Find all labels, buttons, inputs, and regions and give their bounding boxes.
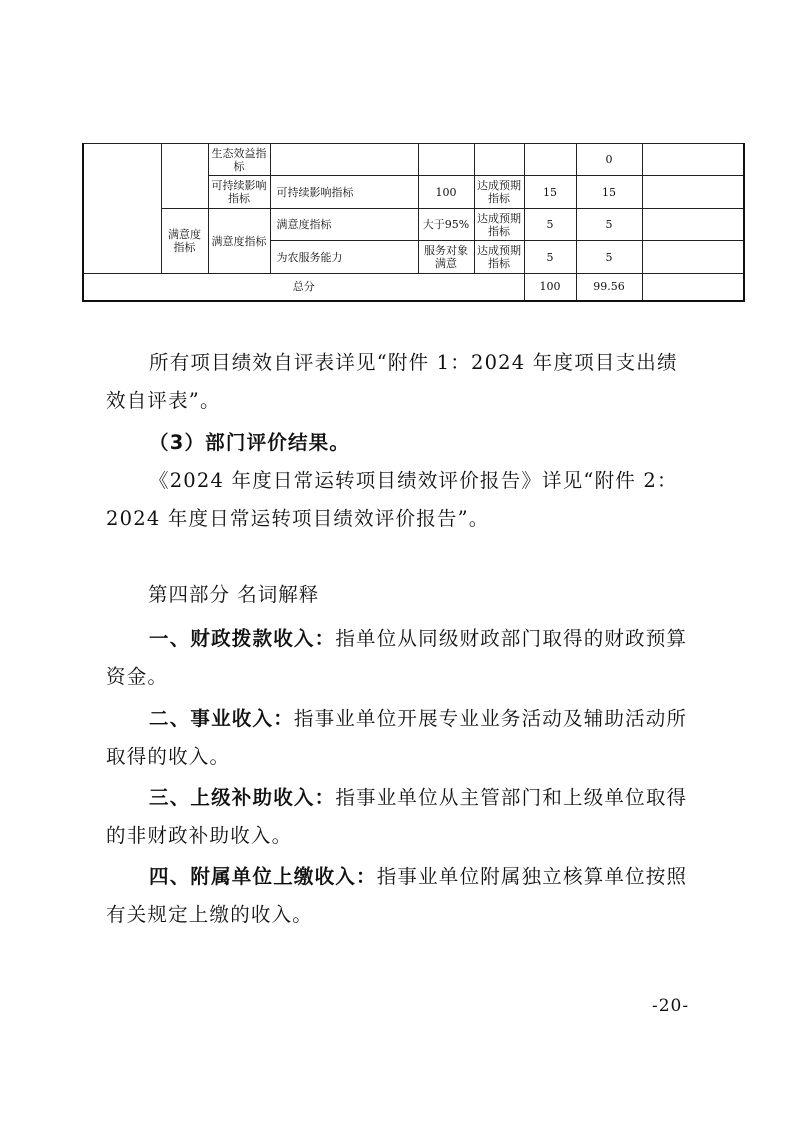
remark-cell [642, 274, 744, 301]
paragraph-self-eval-ref [106, 344, 696, 420]
weight-cell [524, 144, 576, 176]
remark-cell [642, 144, 744, 176]
result-cell: 达成预期指标 [474, 209, 524, 241]
page-number: -20- [652, 996, 690, 1016]
paragraph-text: 《2024 年度日常运转项目绩效评价报告》详见“附件 2：2024 年度日常运转项目绩效评价报告”。 [106, 469, 678, 530]
sub-indicator-cell: 可持续影响指标 [208, 176, 270, 209]
term-label: 四、附属单位上缴收入： [149, 865, 377, 888]
term-definition-1 [106, 620, 696, 696]
metric-cell: 可持续影响指标 [270, 176, 418, 209]
result-cell: 达成预期指标 [474, 176, 524, 209]
result-cell: 达成预期指标 [474, 241, 524, 274]
term-definition: 指事业单位从主管部门和上级单位取得的非财政补助收入。 [106, 786, 688, 847]
weight-cell: 5 [524, 241, 576, 274]
sub-indicator-cell: 生态效益指标 [208, 144, 270, 176]
level2-empty-cell [161, 144, 208, 209]
term-label: 一、财政拨款收入： [149, 627, 336, 650]
metric-cell: 满意度指标 [270, 209, 418, 241]
term-label: 三、上级补助收入： [149, 786, 336, 809]
result-cell [474, 144, 524, 176]
term-definition-3 [106, 779, 696, 855]
remark-cell [642, 241, 744, 274]
total-score-cell: 99.56 [576, 274, 642, 301]
total-weight-cell: 100 [524, 274, 576, 301]
subheading-text: （3）部门评价结果。 [149, 431, 351, 454]
weight-cell: 5 [524, 209, 576, 241]
weight-cell: 15 [524, 176, 576, 209]
subheading-dept-eval [106, 424, 696, 462]
score-cell: 5 [576, 241, 642, 274]
performance-table [82, 143, 745, 302]
section-title: 第四部分 名词解释 [148, 583, 320, 606]
term-definition: 指单位从同级财政部门取得的财政预算资金。 [106, 627, 688, 688]
target-cell: 100 [418, 176, 474, 209]
table-row-satisfaction [83, 209, 744, 241]
metric-cell: 为农服务能力 [270, 241, 418, 274]
table-row-eco-benefit [83, 144, 744, 176]
paragraph-eval-report-ref [106, 462, 696, 538]
term-definition-4 [106, 858, 696, 934]
metric-cell [270, 144, 418, 176]
score-cell: 15 [576, 176, 642, 209]
score-cell: 5 [576, 209, 642, 241]
term-definition: 指事业单位附属独立核算单位按照有关规定上缴的收入。 [106, 865, 688, 926]
level1-empty-cell [83, 144, 161, 274]
sub-indicator-cell: 满意度指标 [208, 209, 270, 274]
paragraph-text: 所有项目绩效自评表详见“附件 1：2024 年度项目支出绩效自评表”。 [106, 351, 678, 412]
table-row-total [83, 274, 744, 301]
score-cell: 0 [576, 144, 642, 176]
target-cell [418, 144, 474, 176]
term-definition: 指事业单位开展专业业务活动及辅助活动所取得的收入。 [106, 707, 688, 768]
total-label-cell: 总分 [83, 274, 524, 301]
category-cell: 满意度指标 [161, 209, 208, 274]
term-definition-2 [106, 700, 696, 776]
term-label: 二、事业收入： [149, 707, 294, 730]
target-cell: 大于95% [418, 209, 474, 241]
remark-cell [642, 176, 744, 209]
target-cell: 服务对象满意 [418, 241, 474, 274]
remark-cell [642, 209, 744, 241]
